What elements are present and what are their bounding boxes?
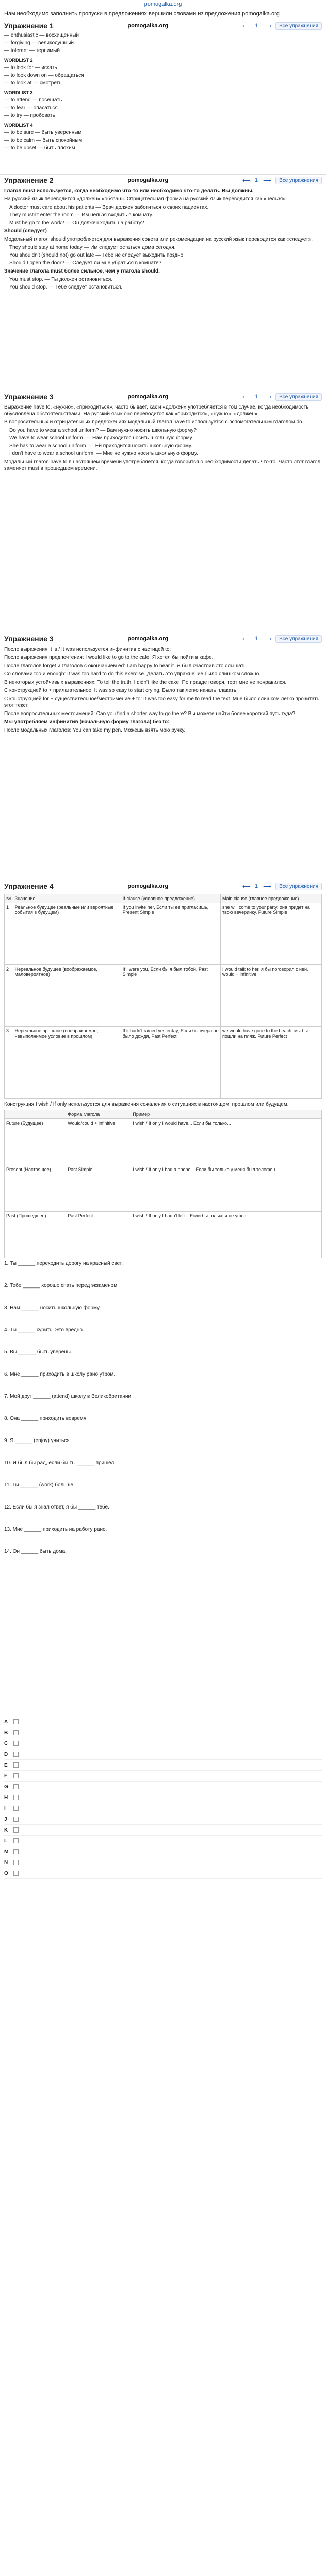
answer-option[interactable] bbox=[4, 1857, 322, 1868]
exercise-item: 12. Если бы я знал ответ, я бы ______ тебе. bbox=[4, 1504, 109, 1510]
answer-options bbox=[0, 1715, 326, 1881]
answer-key: E bbox=[4, 1762, 8, 1768]
answer-key: B bbox=[4, 1730, 8, 1736]
table-cell: 2 bbox=[5, 965, 13, 1027]
table-cell: Past Simple bbox=[66, 1165, 131, 1212]
example: You should stop. — Тебе следует остановиться. bbox=[9, 284, 123, 290]
checkbox[interactable] bbox=[13, 1773, 19, 1778]
answer-option[interactable] bbox=[4, 1760, 322, 1771]
example: They should stay at home today — Им следует остаться дома сегодня. bbox=[9, 245, 176, 250]
answer-option[interactable] bbox=[4, 1771, 322, 1782]
table-row bbox=[5, 1027, 322, 1099]
word-item: — to be sure — быть уверенным bbox=[4, 130, 82, 135]
table-row bbox=[5, 1212, 322, 1258]
table-cell: Present (Настоящее) bbox=[5, 1165, 66, 1212]
rule-item: С конструкцией to + прилагательное: It was so easy to start crying. Было так легко начать плакать. bbox=[4, 688, 238, 693]
word-item: — tolerant — терпимый bbox=[4, 48, 60, 54]
answer-option[interactable] bbox=[4, 1868, 322, 1879]
table-cell: Future (Будущее) bbox=[5, 1119, 66, 1165]
answer-option[interactable] bbox=[4, 1727, 322, 1738]
intro-text: Нам необходимо заполнить пропуски в предложениях вершили словами из предложения pomogalka.org bbox=[4, 11, 280, 17]
checkbox[interactable] bbox=[13, 1762, 19, 1768]
word-item: — forgiving — великодушный bbox=[4, 40, 74, 46]
checkbox[interactable] bbox=[13, 1752, 19, 1757]
word-item: — to look at — смотреть bbox=[4, 80, 62, 86]
answer-key: O bbox=[4, 1870, 8, 1876]
example: We have to wear school uniform. — Нам приходится носить школьную форму. bbox=[9, 435, 193, 441]
checkbox[interactable] bbox=[13, 1860, 19, 1865]
exercise-3-title: Упражнение 3 bbox=[4, 393, 54, 401]
exercise-2-bar bbox=[4, 175, 322, 186]
watermark: pomogalka.org bbox=[127, 883, 169, 889]
checkbox[interactable] bbox=[13, 1719, 19, 1724]
table-header: Форма глагола bbox=[66, 1110, 131, 1119]
exercise-item: 3. Нам ______ носить школьную форму. bbox=[4, 1305, 101, 1311]
grammar-heading: Should (следует) bbox=[4, 228, 47, 234]
exercise-list bbox=[4, 1260, 322, 1569]
exercise-number: 1 bbox=[255, 177, 258, 183]
watermark: pomogalka.org bbox=[127, 177, 169, 183]
answer-option[interactable] bbox=[4, 1782, 322, 1792]
grammar-text: В вопросительных и отрицательных предложениях модальный глагол have to используется с вспомогательным глаголом do. bbox=[4, 419, 304, 425]
watermark: pomogalka.org bbox=[127, 23, 169, 29]
exercise-nav bbox=[242, 22, 322, 30]
site-header[interactable] bbox=[0, 0, 326, 8]
site-domain[interactable]: pomogalka.org bbox=[144, 1, 182, 7]
word-item: — to be calm — быть спокойным bbox=[4, 138, 83, 143]
exercise-item: 1. Ты ______ переходить дорогу на красный свет. bbox=[4, 1261, 123, 1266]
answer-key: D bbox=[4, 1751, 8, 1757]
example: Must he go to the work? — Он должен ходить на работу? bbox=[9, 220, 144, 226]
exercise-nav bbox=[242, 393, 322, 401]
exercise-item: 5. Вы ______ быть уверены. bbox=[4, 1349, 72, 1355]
rule-item: После выражения предпочтения: I would like to go to the cafe. Я хотел бы пойти в кафе. bbox=[4, 655, 214, 660]
exercise-nav bbox=[242, 883, 322, 890]
table-cell: Would/could + infinitive bbox=[66, 1119, 131, 1165]
exercise-3 bbox=[0, 391, 326, 633]
answer-option[interactable] bbox=[4, 1749, 322, 1760]
example: A doctor must care about his patients — Врач должен заботиться о своих пациентах. bbox=[9, 205, 209, 210]
word-item: — to look down on — обращаться bbox=[4, 73, 84, 78]
exercise-1-bar bbox=[4, 20, 322, 31]
grammar-text: На русский язык переводится «должен» «обязан». Отрицательная форма на русский язык переводится как «нельзя». bbox=[4, 196, 287, 202]
checkbox[interactable] bbox=[13, 1817, 19, 1822]
example: She has to wear a school uniform. — Ей приходится носить школьную форму. bbox=[9, 443, 192, 449]
exercise-number: 1 bbox=[255, 394, 258, 400]
answer-option[interactable] bbox=[4, 1717, 322, 1727]
prev-icon[interactable]: ⟵ bbox=[242, 394, 251, 400]
example: Do you have to wear a school uniform? — Вам нужно носить школьную форму? bbox=[9, 428, 197, 433]
next-icon[interactable]: ⟶ bbox=[263, 636, 271, 642]
exercise-nav bbox=[242, 635, 322, 643]
table-cell: Нереальное прошлое (воображаемое, невыполнимое условие в прошлом) bbox=[13, 1027, 121, 1099]
table-header: Main clause (главное предложение) bbox=[220, 894, 321, 903]
rule-item: После вопросительных местоимений: Can you find a shorter way to go there? Вы можете найти более короткий путь туда? bbox=[4, 711, 295, 717]
answer-key: G bbox=[4, 1784, 8, 1790]
exercise-5 bbox=[0, 880, 326, 1715]
grammar-text: Значение глагола must более сильное, чем у глагола should. bbox=[4, 268, 160, 274]
wordlist-heading: WORDLIST 4 bbox=[4, 123, 33, 128]
grammar-text: Выражение have to, «нужно», «приходиться», часто бывает, как и «должен» употребляется в том случае, когда необходимость обусловлена обстоятельствами. На русский язык оно переводится как «приходится», «нужно», «должен». bbox=[4, 404, 309, 417]
exercise-4-title: Упражнение 3 bbox=[4, 635, 54, 643]
rule-item: С конструкцией for + существительное/местоимение + to: It was too easy for me to read the text. Мне было слишком легко прочитать этот текст. bbox=[4, 696, 320, 708]
prev-icon[interactable]: ⟵ bbox=[242, 883, 251, 890]
exercise-4 bbox=[0, 633, 326, 880]
table-cell: Past Perfect bbox=[66, 1212, 131, 1258]
table-cell: I wish / If only I would have... Если бы только... bbox=[131, 1119, 322, 1165]
prev-icon[interactable]: ⟵ bbox=[242, 23, 251, 29]
answer-key: J bbox=[4, 1816, 7, 1822]
table-header: № bbox=[5, 894, 13, 903]
table-cell: she will come to your party. она придет на твою вечеринку. Future Simple bbox=[220, 903, 321, 965]
table-header bbox=[5, 1110, 66, 1119]
answer-key: K bbox=[4, 1827, 8, 1833]
checkbox[interactable] bbox=[13, 1784, 19, 1789]
exercise-item: 2. Тебе ______ хорошо спать перед экзаменом. bbox=[4, 1283, 119, 1289]
checkbox[interactable] bbox=[13, 1827, 19, 1833]
answer-option[interactable] bbox=[4, 1836, 322, 1846]
checkbox[interactable] bbox=[13, 1741, 19, 1746]
next-icon[interactable]: ⟶ bbox=[263, 23, 271, 29]
exercise-nav bbox=[242, 177, 322, 184]
grammar-text: Модальный глагол should употребляется для выражения совета или рекомендации на русский язык переводится как «следует». bbox=[4, 236, 313, 242]
exercise-item: 8. Она ______ приходить вовремя. bbox=[4, 1416, 88, 1421]
table-cell: If I were you, Если бы я был тобой, Past Simple bbox=[121, 965, 220, 1027]
exercise-1 bbox=[0, 20, 326, 174]
example: They mustn't enter the room — Им нельзя входить в комнату. bbox=[9, 212, 153, 218]
exercise-item: 14. Он ______ быть дома. bbox=[4, 1549, 67, 1554]
all-exercises-button[interactable]: Все упражнения bbox=[275, 393, 322, 401]
table-cell: 1 bbox=[5, 903, 13, 965]
next-icon[interactable]: ⟶ bbox=[263, 177, 271, 184]
wordlist-1 bbox=[4, 31, 322, 55]
exercise-1-title: Упражнение 1 bbox=[4, 22, 54, 30]
exercise-3-bar bbox=[4, 391, 322, 402]
watermark: pomogalka.org bbox=[127, 394, 169, 400]
all-exercises-button[interactable]: Все упражнения bbox=[275, 635, 322, 643]
exercise-item: 11. Ты ______ (work) больше. bbox=[4, 1482, 75, 1488]
wish-table bbox=[4, 1110, 322, 1258]
grammar-heading: Мы употребляем инфинитив (начальную форму глагола) без to: bbox=[4, 719, 170, 725]
example: You shouldn't (should not) go out late — Тебе не следует выходить поздно. bbox=[9, 252, 185, 258]
wordlist-heading: WORDLIST 3 bbox=[4, 90, 33, 95]
answer-key: A bbox=[4, 1719, 8, 1725]
exercise-item: 6. Мне ______ приходить в школу рано утром. bbox=[4, 1371, 116, 1377]
table-header: Значение bbox=[13, 894, 121, 903]
answer-option[interactable] bbox=[4, 1792, 322, 1803]
prev-icon[interactable]: ⟵ bbox=[242, 636, 251, 642]
answer-key: M bbox=[4, 1849, 9, 1855]
table-row bbox=[5, 965, 322, 1027]
table-row bbox=[5, 1119, 322, 1165]
exercise-number: 1 bbox=[255, 23, 258, 29]
exercise-item: 13. Мне ______ приходить на работу рано. bbox=[4, 1527, 107, 1532]
table-header: Пример bbox=[131, 1110, 322, 1119]
word-item: — to try — пробовать bbox=[4, 113, 55, 118]
table-header: If-clause (условное предложение) bbox=[121, 894, 220, 903]
all-exercises-button[interactable]: Все упражнения bbox=[275, 883, 322, 890]
table-cell: we would have gone to the beach. мы бы пошли на пляж. Future Perfect bbox=[220, 1027, 321, 1099]
table-row bbox=[5, 1165, 322, 1212]
answer-key: F bbox=[4, 1773, 8, 1779]
checkbox[interactable] bbox=[13, 1795, 19, 1800]
exercise-item: 7. Мой друг ______ (attend) школу в Великобритании. bbox=[4, 1394, 133, 1399]
example: I don't have to wear a school uniform. — Мне не нужно носить школьную форму. bbox=[9, 451, 198, 456]
word-item: — to attend — посещать bbox=[4, 97, 62, 103]
word-item: — to look for — искать bbox=[4, 65, 57, 71]
wordlist-heading: WORDLIST 2 bbox=[4, 58, 33, 63]
table-cell: If it hadn't rained yesterday, Если бы вчера не было дождя, Past Perfect bbox=[121, 1027, 220, 1099]
table-cell: Нереальное будущее (воображаемое, маловероятное) bbox=[13, 965, 121, 1027]
answer-option[interactable] bbox=[4, 1825, 322, 1836]
rule-item: В некоторых устойчивых выражениях: To tell the truth, I didn't like the cake. По правде говоря, торт мне не понравился. bbox=[4, 680, 287, 685]
answer-key: L bbox=[4, 1838, 8, 1844]
exercise-5-bar bbox=[4, 880, 322, 892]
word-item: — enthusiastic — восхищенный bbox=[4, 32, 79, 38]
answer-option[interactable] bbox=[4, 1814, 322, 1825]
grammar-text: Конструкция I wish / If only используется для выражения сожаления о ситуациях в настоящем, прошлом или будущем. bbox=[4, 1101, 289, 1107]
table-row bbox=[5, 903, 322, 965]
table-cell: Реальное будущее (реальные или вероятные события в будущем) bbox=[13, 903, 121, 965]
rule-item: После глаголов forget и глаголов с окончанием ed: I am happy to hear it. Я был счастлив это слышать. bbox=[4, 663, 248, 669]
word-item: — to fear — опасаться bbox=[4, 105, 58, 111]
table-header-row bbox=[5, 894, 322, 903]
table-cell: I would talk to her. я бы поговорил с ней. would + infinitive bbox=[220, 965, 321, 1027]
exercise-item: 9. Я ______ (enjoy) учиться. bbox=[4, 1438, 71, 1444]
exercise-item: 4. Ты ______ курить. Это вредно. bbox=[4, 1327, 84, 1333]
table-cell: I wish / If only I had a phone... Если бы только у меня был телефон... bbox=[131, 1165, 322, 1212]
checkbox[interactable] bbox=[13, 1730, 19, 1735]
checkbox[interactable] bbox=[13, 1838, 19, 1843]
answer-key: I bbox=[4, 1805, 6, 1811]
table-header-row bbox=[5, 1110, 322, 1119]
next-icon[interactable]: ⟶ bbox=[263, 883, 271, 890]
exercise-2 bbox=[0, 174, 326, 391]
answer-key: C bbox=[4, 1740, 8, 1747]
exercise-item: 10. Я был бы рад, если бы ты ______ пришел. bbox=[4, 1460, 116, 1466]
exercise-number: 1 bbox=[255, 883, 258, 889]
all-exercises-button[interactable]: Все упражнения bbox=[275, 22, 322, 30]
table-cell: I wish / If only I hadn't left... Если бы только я не ушел... bbox=[131, 1212, 322, 1258]
word-item: — to be upset — быть плохим bbox=[4, 145, 75, 151]
watermark: pomogalka.org bbox=[127, 636, 169, 642]
exercise-5-title: Упражнение 4 bbox=[4, 882, 54, 890]
answer-option[interactable] bbox=[4, 1846, 322, 1857]
table-cell: 3 bbox=[5, 1027, 13, 1099]
rule-item: Со словами too и enough: It was too hard to do this exercise. Делать это упражнение было слишком сложно. bbox=[4, 671, 261, 677]
checkbox[interactable] bbox=[13, 1849, 19, 1854]
all-exercises-button[interactable]: Все упражнения bbox=[275, 177, 322, 184]
checkbox[interactable] bbox=[13, 1871, 19, 1876]
example: Should I open the door? — Следует ли мне убраться в комнате? bbox=[9, 260, 162, 266]
exercise-number: 1 bbox=[255, 636, 258, 642]
answer-key: N bbox=[4, 1859, 8, 1866]
example: You must stop. — Ты должен остановиться. bbox=[9, 277, 113, 282]
grammar-text: Модальный глагол have to в настоящем времени употребляется, когда говорится о необходимости делать что-то. Часто этот глагол заменяет must в прошедшем времени. bbox=[4, 459, 321, 471]
table-cell: Past (Прошедшее) bbox=[5, 1212, 66, 1258]
rule-item: После модальных глаголов: You can take my pen. Можешь взять мою ручку. bbox=[4, 727, 186, 733]
checkbox[interactable] bbox=[13, 1806, 19, 1811]
rule-item: После выражения It is / It was используется инфинитив с частицей to: bbox=[4, 647, 171, 652]
grammar-text: Глагол must используется, когда необходимо что-то или необходимо что-то делать. Вы должны. bbox=[4, 188, 254, 194]
conditionals-table bbox=[4, 894, 322, 1099]
answer-key: H bbox=[4, 1794, 8, 1801]
answer-option[interactable] bbox=[4, 1803, 322, 1814]
answer-option[interactable] bbox=[4, 1738, 322, 1749]
next-icon[interactable]: ⟶ bbox=[263, 394, 271, 400]
exercise-4-bar bbox=[4, 633, 322, 645]
prev-icon[interactable]: ⟵ bbox=[242, 177, 251, 184]
table-cell: If you invite her, Если ты ее пригласишь, Present Simple bbox=[121, 903, 220, 965]
exercise-2-title: Упражнение 2 bbox=[4, 176, 54, 184]
